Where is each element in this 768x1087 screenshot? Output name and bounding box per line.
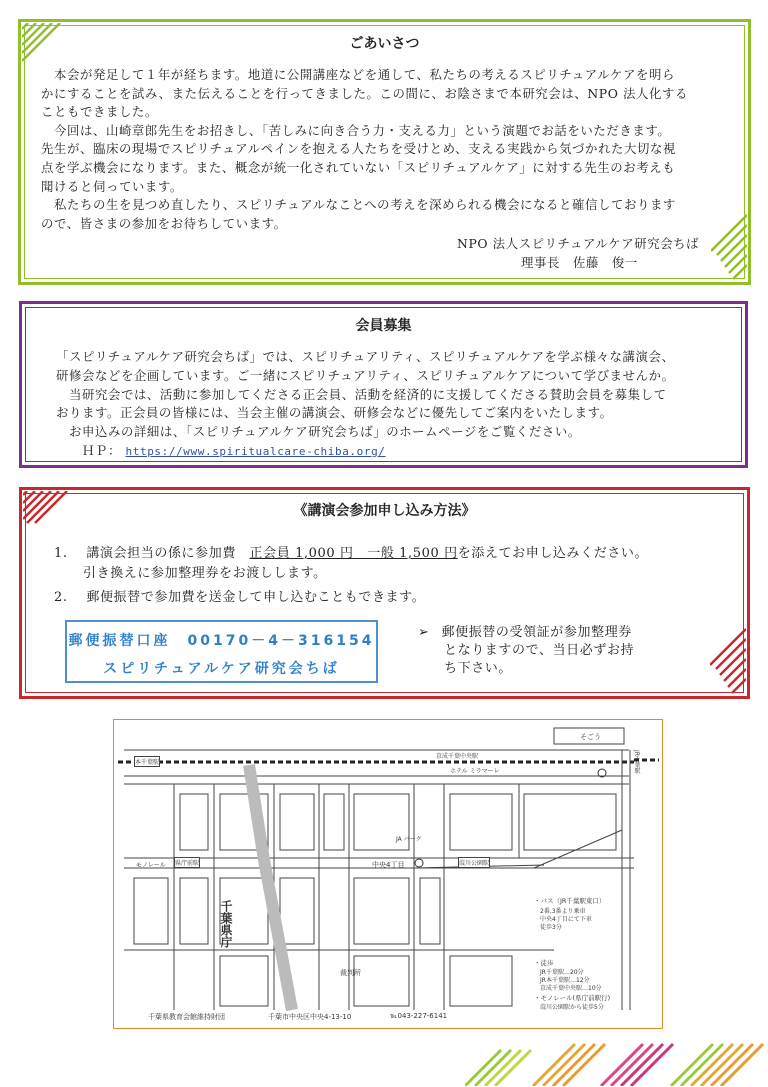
map-label-chuo4: 中央4丁目	[372, 861, 405, 869]
map-label-kencho: 千葉県庁	[219, 900, 233, 948]
membership-line: 研修会などを企画しています。ご一緒にスピリチュアリティ、スピリチュアルケアについて学びませんか。	[56, 367, 675, 383]
note-line: 郵便振替の受領証が参加整理券	[441, 625, 632, 640]
red-stripe-decoration-bottom	[710, 625, 746, 695]
map-walk-line: JR千葉駅…20分	[540, 969, 584, 976]
item-number: 2.	[54, 590, 68, 605]
greeting-title: ごあいさつ	[349, 36, 420, 52]
map-label-monorail: モノレール	[136, 862, 166, 869]
membership-body	[56, 348, 746, 462]
postal-account-box	[65, 620, 378, 683]
map-label-ja: JA パーク	[396, 836, 422, 843]
map-walk-line: JR本千葉駅…12分	[540, 977, 590, 984]
map-walk-title: ・徒歩	[534, 959, 554, 967]
greeting-org: NPO 法人スピリチュアルケア研究会ちば	[457, 236, 700, 251]
note-line: ち下さい。	[444, 661, 513, 676]
greeting-line: 聞けると伺っています。	[41, 178, 183, 194]
item1-post: を添えてお申し込みください。	[457, 546, 649, 561]
map-mono-title: ・モノレール(県庁前駅行)	[534, 994, 611, 1002]
map-bus-line: 中央4丁目にて下車	[540, 916, 592, 923]
membership-hp-row	[56, 442, 746, 462]
greeting-signer: 理事長 佐藤 俊一	[521, 255, 638, 270]
greeting-line: 私たちの生を見つめ直したり、スピリチュアルなことへの考えを深められる機会になると確信しております	[41, 197, 676, 213]
item2-text: 郵便振替で参加費を送金して申し込むこともできます。	[86, 590, 426, 605]
greeting-line: 点を学ぶ機会になります。また、概念が統一化されていない「スピリチュアルケア」に対する先生のお考えも	[41, 159, 676, 175]
map-label-yoshikawa: 葭川公園駅	[458, 857, 490, 868]
membership-line: 当研究会では、活動に参加してくださる正会員、活動を経済的に支援してくださる賛助会員を募集して	[56, 386, 667, 402]
map-bus-title: ・バス（JR千葉駅東口）	[534, 897, 606, 905]
membership-line: お申込みの詳細は、「スピリチュアルケア研究会ちば」のホームページをご覧ください。	[56, 424, 581, 440]
application-item-2	[54, 589, 425, 608]
greeting-line: 本会が発足して１年が経ちます。地道に公開講座などを通して、私たちの考えるスピリチュアルケアを明ら	[41, 67, 675, 82]
postal-account-number: 郵便振替口座 00170－4－316154	[68, 633, 375, 649]
map-label-saibansho: 裁判所	[340, 969, 361, 977]
item-number: 1.	[54, 546, 68, 561]
map-footer-org: 千葉県教育会館維持財団	[148, 1013, 225, 1021]
item1-text: 講演会担当の係に参加費	[86, 546, 250, 561]
postal-account-name: スピリチュアルケア研究会ちば	[103, 661, 340, 677]
map-mono-line: 葭川公園駅から徒歩5分	[540, 1004, 604, 1011]
greeting-line: かにすることを試み、また伝えることを行ってきました。この間に、お陰さまで本研究会は、NPO 法人化する	[41, 85, 688, 101]
map-footer-address: 千葉市中央区中央4-13-10	[268, 1013, 352, 1021]
greeting-line: 今回は、山崎章郎先生をお招きし、「苦しみに向き合う力・支える力」という演題でお話をいただきます。	[41, 122, 671, 138]
membership-line: 「スピリチュアルケア研究会ちば」では、スピリチュアリティ、スピリチュアルケアを学ぶ様々な講演会、	[56, 349, 675, 364]
access-map	[113, 719, 663, 1029]
application-item-1	[54, 545, 648, 564]
application-item-1-line2: 引き換えに参加整理券をお渡しします。	[83, 566, 327, 581]
map-footer-tel: ℡043-227-6141	[390, 1012, 448, 1020]
map-label-kencho-front: 県庁前駅	[174, 857, 200, 868]
arrow-bullet-icon: ➢	[418, 625, 430, 640]
greeting-line: こともできました。	[41, 104, 158, 120]
membership-box	[19, 301, 748, 468]
greeting-line: ので、皆さまの参加をお待ちしています。	[41, 215, 287, 231]
map-label-jr-chiba: JR千葉駅	[633, 750, 640, 774]
membership-line: おります。正会員の皆様には、当会主催の講演会、研修会などに優先してご案内をいたします。	[56, 405, 613, 421]
map-walk-line: 京成千葉中央駅…10分	[540, 985, 602, 992]
map-label-honchiba: 本千葉駅	[134, 756, 160, 767]
membership-title: 会員募集	[355, 318, 412, 334]
application-title: 《講演会参加申し込み方法》	[293, 503, 476, 519]
map-bus-line: 2番,3番より乗車	[540, 908, 586, 915]
greeting-body	[41, 66, 741, 233]
greeting-box	[18, 19, 751, 285]
application-note	[418, 624, 634, 678]
bottom-stripe-decoration	[465, 1038, 765, 1086]
homepage-link[interactable]: https://www.spiritualcare-chiba.org/	[125, 444, 386, 458]
hp-label: ＨＰ：	[82, 442, 121, 458]
map-label-hotel: ホテル ミラマーレ	[450, 768, 500, 775]
map-label-keisei: 京成千葉中央駅	[436, 753, 479, 760]
map-label-sogo: そごう	[580, 733, 601, 741]
map-bus-line: 徒歩3分	[540, 924, 562, 931]
fee-text: 正会員 1,000 円 一般 1,500 円	[249, 546, 458, 561]
note-line: となりますので、当日必ずお持	[444, 643, 635, 658]
greeting-line: 先生が、臨床の現場でスピリチュアルペインを抱える人たちを受けとめ、支える実践から気づかれた大切な視	[41, 141, 676, 157]
